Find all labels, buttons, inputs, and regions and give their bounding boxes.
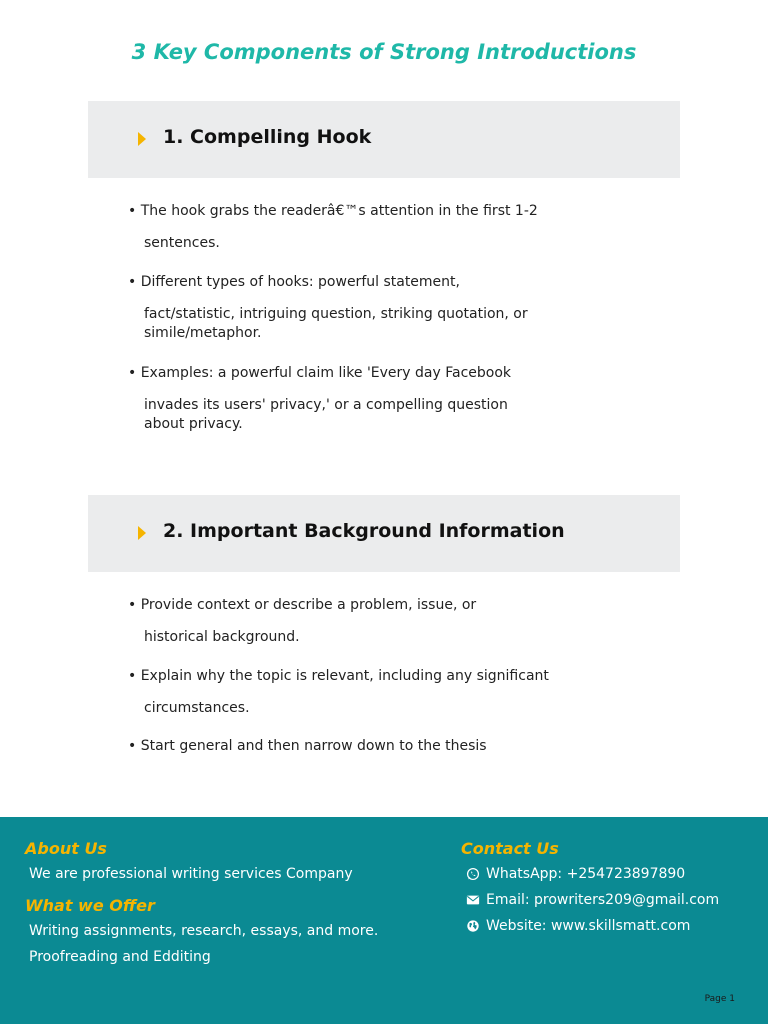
list-item bbox=[128, 202, 548, 253]
section-heading: 1. Compelling Hook bbox=[163, 126, 372, 148]
bullet-continuation: sentences. bbox=[144, 235, 220, 251]
whatsapp-icon bbox=[466, 867, 480, 881]
bullet-continuation: fact/statistic, intriguing question, striking quotation, or simile/metaphor. bbox=[144, 306, 528, 341]
list-item bbox=[128, 273, 548, 343]
globe-icon bbox=[466, 919, 480, 933]
about-us-title: About Us bbox=[25, 839, 107, 858]
section-heading: 2. Important Background Information bbox=[163, 520, 565, 542]
contact-us-title: Contact Us bbox=[461, 839, 559, 858]
contact-whatsapp-text: WhatsApp: +254723897890 bbox=[486, 866, 686, 882]
list-item bbox=[128, 737, 548, 756]
contact-website[interactable] bbox=[466, 918, 690, 934]
list-item bbox=[128, 596, 548, 647]
caret-right-icon bbox=[138, 526, 146, 540]
page-number: Page 1 bbox=[704, 994, 735, 1004]
footer bbox=[0, 817, 768, 1024]
section-header-background-information bbox=[88, 495, 680, 572]
bullet-continuation: circumstances. bbox=[144, 700, 250, 716]
section-header-compelling-hook bbox=[88, 101, 680, 178]
contact-whatsapp[interactable] bbox=[466, 866, 685, 882]
contact-email[interactable] bbox=[466, 892, 719, 908]
contact-email-text: Email: prowriters209@gmail.com bbox=[486, 892, 720, 908]
offer-line: Writing assignments, research, essays, and more. bbox=[29, 923, 379, 939]
bullet-text: • Examples: a powerful claim like 'Every day Facebook bbox=[128, 365, 512, 381]
bullet-text: • Different types of hooks: powerful statement, bbox=[128, 274, 460, 290]
page-title: 3 Key Components of Strong Introductions bbox=[131, 40, 637, 64]
list-item bbox=[128, 667, 548, 718]
bullet-continuation: invades its users' privacy,' or a compelling question about privacy. bbox=[144, 397, 508, 432]
contact-website-text: Website: www.skillsmatt.com bbox=[486, 918, 691, 934]
bullet-text: • The hook grabs the readerâ€™s attention in the first 1-2 bbox=[128, 203, 538, 219]
bullet-text: • Explain why the topic is relevant, including any significant bbox=[128, 668, 549, 684]
what-we-offer-title: What we Offer bbox=[25, 896, 155, 915]
caret-right-icon bbox=[138, 132, 146, 146]
bullet-text: • Start general and then narrow down to the thesis bbox=[128, 738, 487, 754]
bullet-continuation: historical background. bbox=[144, 629, 300, 645]
envelope-icon bbox=[466, 893, 480, 907]
offer-line: Proofreading and Edditing bbox=[29, 949, 211, 965]
bullet-text: • Provide context or describe a problem, issue, or bbox=[128, 597, 477, 613]
list-item bbox=[128, 364, 548, 434]
about-us-text: We are professional writing services Company bbox=[29, 866, 353, 882]
